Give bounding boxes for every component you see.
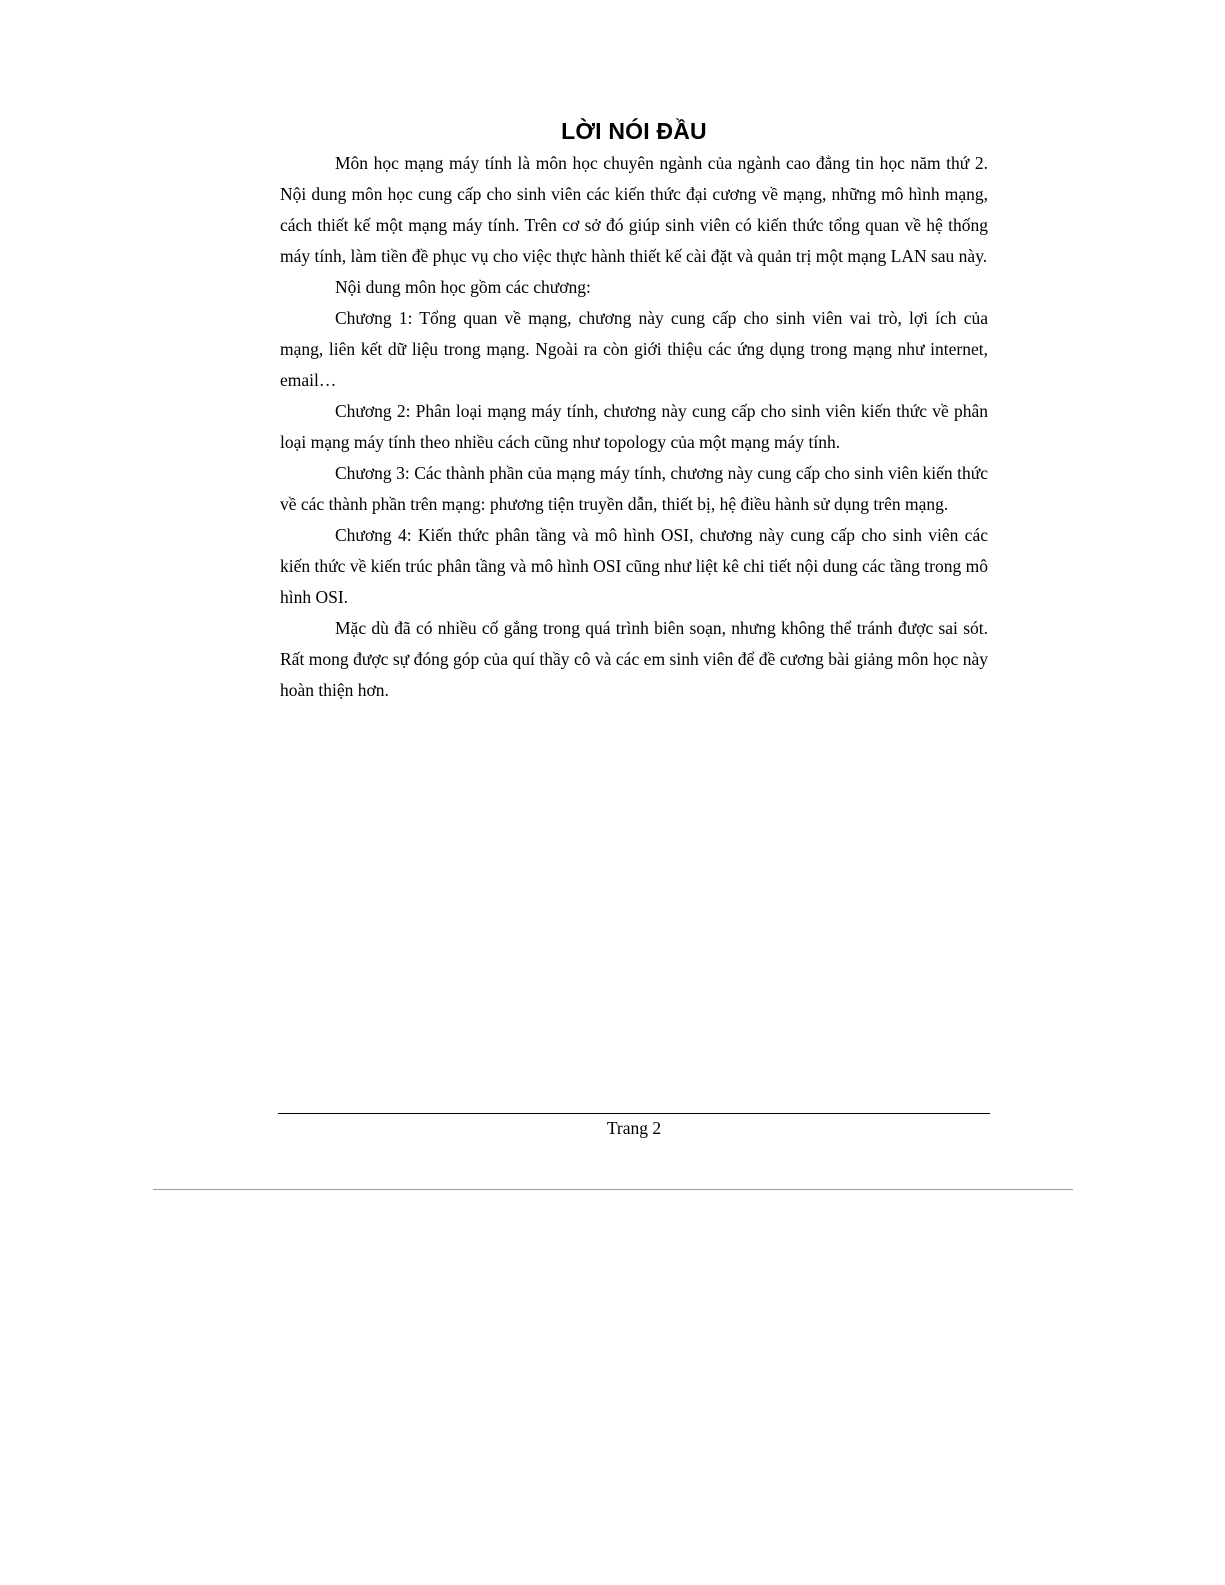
paragraph-chapter-2: Chương 2: Phân loại mạng máy tính, chương này cung cấp cho sinh viên kiến thức về phân loại mạng máy tính theo nhiều cách cũng như topology của một mạng máy tính. bbox=[280, 401, 988, 452]
paragraph-chapter-4: Chương 4: Kiến thức phân tầng và mô hình OSI, chương này cung cấp cho sinh viên các kiến thức về kiến trúc phân tầng và mô hình OSI cũng như liệt kê chi tiết nội dung các tầng trong mô hình OSI. bbox=[280, 525, 988, 607]
paragraph-closing: Mặc dù đã có nhiều cố gắng trong quá trình biên soạn, nhưng không thể tránh được sai sót. Rất mong được sự đóng góp của quí thầy cô và các em sinh viên để đề cương bài giảng môn học này hoàn thiện hơn. bbox=[280, 618, 988, 700]
document-body bbox=[280, 148, 988, 706]
page-separator bbox=[153, 1189, 1073, 1190]
page-title: LỜI NÓI ĐẦU bbox=[561, 118, 707, 145]
paragraph-chapter-3: Chương 3: Các thành phần của mạng máy tính, chương này cung cấp cho sinh viên kiến thức về các thành phần trên mạng: phương tiện truyền dẫn, thiết bị, hệ điều hành sử dụng trên mạng. bbox=[280, 463, 988, 514]
footer-divider bbox=[278, 1113, 990, 1114]
paragraph-intro: Môn học mạng máy tính là môn học chuyên ngành của ngành cao đẳng tin học năm thứ 2. Nội dung môn học cung cấp cho sinh viên các kiến thức đại cương về mạng, những mô hình mạng, cách thiết kế một mạng máy tính. Trên cơ sở đó giúp sinh viên có kiến thức tổng quan về hệ thống máy tính, làm tiền đề phục vụ cho việc thực hành thiết kế cài đặt và quản trị một mạng LAN sau này. bbox=[280, 153, 988, 266]
paragraph-contents-heading: Nội dung môn học gồm các chương: bbox=[335, 277, 591, 297]
page-number: Trang 2 bbox=[606, 1118, 662, 1138]
paragraph-chapter-1: Chương 1: Tổng quan về mạng, chương này cung cấp cho sinh viên vai trò, lợi ích của mạng, liên kết dữ liệu trong mạng. Ngoài ra còn giới thiệu các ứng dụng trong mạng như internet, email… bbox=[280, 308, 988, 390]
